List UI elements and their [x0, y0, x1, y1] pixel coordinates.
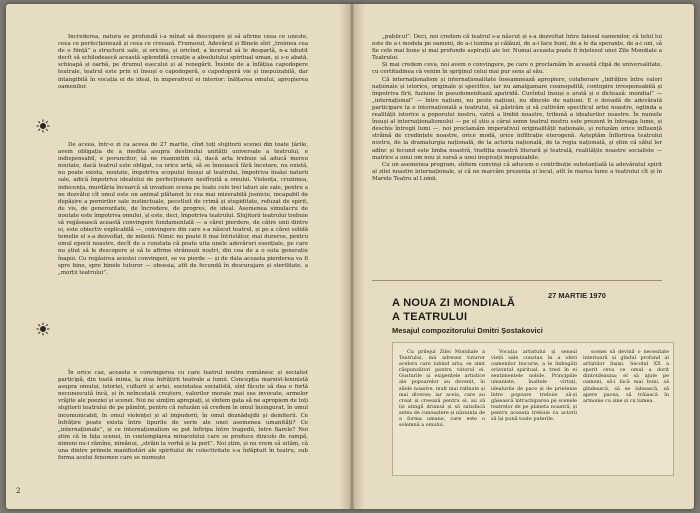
left-page	[6, 4, 352, 509]
book-spread	[6, 4, 694, 509]
page-number: 2	[16, 487, 21, 495]
clipping-headline: A NOUA ZI MONDIALĂ A TEATRULUI	[392, 297, 516, 323]
clipping-column-2: Vocația artistului și sensul vieții sale constau în a oferi oamenilor bucurie, a le îmbogăți orizontul spiritual, a trezi în ei sentimentele nobile. Principiile umaniste, înaltele virtuți, idealurile de pace și de prietenie între popoare trebuie să-și găsească întruchiparea pe scenele teatrelor de pe planeta noastră, și pentru aceasta trebuie ca actorii să își pună toate puterile.	[491, 349, 577, 423]
book-gutter	[339, 4, 365, 509]
clipping-subtitle: Mesajul compozitorului Dmitri Șostakovici	[392, 326, 543, 335]
sun-ornament-icon	[36, 322, 50, 336]
right-text-column: „publicul”. Deci, noi credem că teatrul s-a născut și s-a dezvoltat între falosul oamenilor, că telul lui este de a-i modela pe oameni, de a-i lumina și călăuzi, de a-i face buni, de a le da speranțe, de a-i uni, să fie cele mai bune și mai profunde aspirații ale lor. Numai aceasta poate fi înțelesul unei Zile Mondiale a Teatrului. Și mai credem ceva, noi avem o convingere, pe care o proclamăm în această clipă de universalitate, cu certitudinea că venim în sprijinul celui mai pur sens al său. Că internaționalism și internaționalitate înseamnează apropiere, colaborare „înfrățire între valori naționale și istorice, originale și specifice, iar nu amalgamare cosmopolită, contopire irresponsabilă și împotriva firii, fuziune în pseudomenfoază apatridă. Cuvîntul însuși o arată și o dictează: mondial” — „internațional” — între națiuni, nu peste națiuni, nu dincolo de națiuni. E o dovadă de adevărată participare la o internațională a teatrului, să păstrăm și să cultivăm specificul artei noastre, oglinda a realității istorice a poporului nostru, vatră a limbii noastre, tribună a idealurilor noastre. În numele însuși al internaționalismului — pe el știu a cărui semn teatrul nostru este prezent în întreaga lume, și deschis întregii lumi —, noi proclamăm imperativul originalității naționale, și refuzăm orice influență străină de credințele noastre, orice modă, orice infiltrație eterogenă. Așteptăm înflorirea teatrului nostru, de la dramaturgia națională, de la actoria națională, de la regia națională, și știm că sălul lor adînc și fecund este limba noastră, tradiția noastră literară și teatrală, realitățile noastre socialiste — matrice a unui om nou și sursă a unei inspirații inepuizabile. Cu un asemenea program, sîntem convinși că aducem o contribuție substanțială la adevăratul spirit al zilei noastre internaționale, și că ne marcăm prezența și locul, atît în marea lume a teatrului cît și în Marele Teatru al Lumii.	[372, 34, 662, 182]
clipping-column-3: scenei să devină o necesitate interioară și gîndul profund al artiștilor înșiși. Secolul XX a sporit ceva ce omul a dorit dintotdeauna; el să ajute pe oameni, să-i facă mai buni, să gîndească, să se iubească, să apere pacea, să trăiască în armonie cu sine și cu lumea.	[583, 349, 669, 404]
sun-ornament-icon	[36, 119, 50, 133]
section-divider	[372, 280, 662, 281]
newspaper-clipping	[392, 342, 674, 476]
left-paragraph-2: De aceea, într-o zi ca aceea de 27 martie, cînd toți slujitorii scenei din toate țările, avem obligația de a medita asupra destinului unității universale a teatrului, e indispensabil, e poruncitor, să ne reamintim că, dacă arta trebuie să aducă mereu noutate, dacă teatrul este obligat, ca orice artă, să se înnoiască fără încetare, nu există, nu poate exista, noutate, împotriva scopului însuși al teatrului, împotriva însăși naturii sale, adică împotriva idealului de perfecționare nesfîrșită a omului. Violența, cruzimea, indecența, murdăria încearcă să invadeze scena pe toate cele trei laturi ale sale, pentru a ne dezvălui cît omul este un animal plătanot în cea mai mizerabilă josnicie, incapabil de depășire a pornirilor sale instinctuale, pecetluit de crimă și stupiditate, refuzat de spirit, de vis, de generozitate, de încredere, de progres, de ideal. Asemenea simulacru de noutate este împotriva omului, și este, deci, împotriva teatrului. Slujitorii teatrului trebuie să regăsească această convingere fundamentală — a cărei pierdere, de către unii dintre ei, este obiectiv explicabilă —, convingere din care s-a născut teatrul, și pe a cărei solidă temelie el s-a dezvoltat, de milenii. Nimic nu poate fi mai întristător, mai dureros, pentru omul epocii noastre, decît de a constata că poate uita unele adevăruri esențiale, pe care nu știut să le descopere și să le afirme strămoșii noștri, din cea de a o suta generație înapoi. Cu regăsirea acestei convingeri, se va pierde — și de data aceasta pierderea va fi spre bine, spre binele tuturor — obsesia, atît de fecundă în descurajare și sterilitate, a „morții teatrului”.	[58, 142, 308, 276]
right-page	[352, 4, 694, 509]
clipping-date: 27 MARTIE 1970	[548, 291, 606, 300]
left-paragraph-1: Increderea, natura se profundă i-a mînat să descopere și să afirme ceea ce uneste, ceea ce perfecționează și ceea ce creează. Frumosul, Adevărul și Binele sînt „treimea cea de o ființă” a structurii sale, și oricine, și oricînd, a încercat să le despartă, n-a izbutit decît să schilodească această splendidă creație a absolutului spiritual uman, și s-o abată, schioapă și oarbă, pe drumul eșecului și al renegării. Însinte de a înfățișa capodopere teatrale, teatrul este prin el însuși o capodoperă, o capodoperă vie și inepuizabilă, dar intangibilă în vocația ei de ideal, în imperativul ei interior: înălțarea omului, apropierea oamenilor.	[58, 34, 308, 90]
left-paragraph-3: În orice caz, aceasta e convingerea cu care teatrul nostru românesc și socialist participă, din toată inima, la ziua înfrățirii teatrale a lumii. Concepția marxist-leninistă asupra omului, istoriei, culturii și artei, societatea socialistă, sînt făcute să dea o fortă necunoscută încă, și în neîncetată creștere, valorilor morale mai sus invocate, armelor vrăjite ale poeziei și scenei. Noi ne simțim apropiați, și sîntem gata să ne apropiem de toți slujitorii teatrului de pe pămînt, pentru că refuzăm să credem în omul însingurat, în omul incomunicabil, în omul violenței și al impudorii, în omul deznădejdii și demiterii. Ce înfrățire poate exista între tipurile de serie ale unei asemenea umanități? Ce „internaționale”, și ce internaționalism se pot înfiripa între tragedii, între fiarele? Noi știm că în fața scenei, în contemplarea miracolului care se produce dincolo de rampă, nimeni nu-i rămîne, nimănui, „străin la vorbă și la port”. Noi știm, și nu vrem să uităm, că una dintre primele manifestări ale spiritului de colectivitate s-a înfăptuit în teatru, sub forma acelui fenomen care se numește	[58, 370, 308, 462]
clipping-column-1: Cu prilejul Zilei Mondiale a Teatrului, mă adresez tuturor acelora care iubind arta, se simt răspunzători pentru viitorul ei. Gusturile și exigențele artistice ale popoarelor au devenit, în zilele noastre, mult mai rafinate și mai diverse; iar aceia, care au creat și creează pentru ei, au să își atingă drumul și să satisfacă setea de cunoaștere și năzuința de a forma umane, care este o solemnă a omului.	[399, 349, 485, 429]
